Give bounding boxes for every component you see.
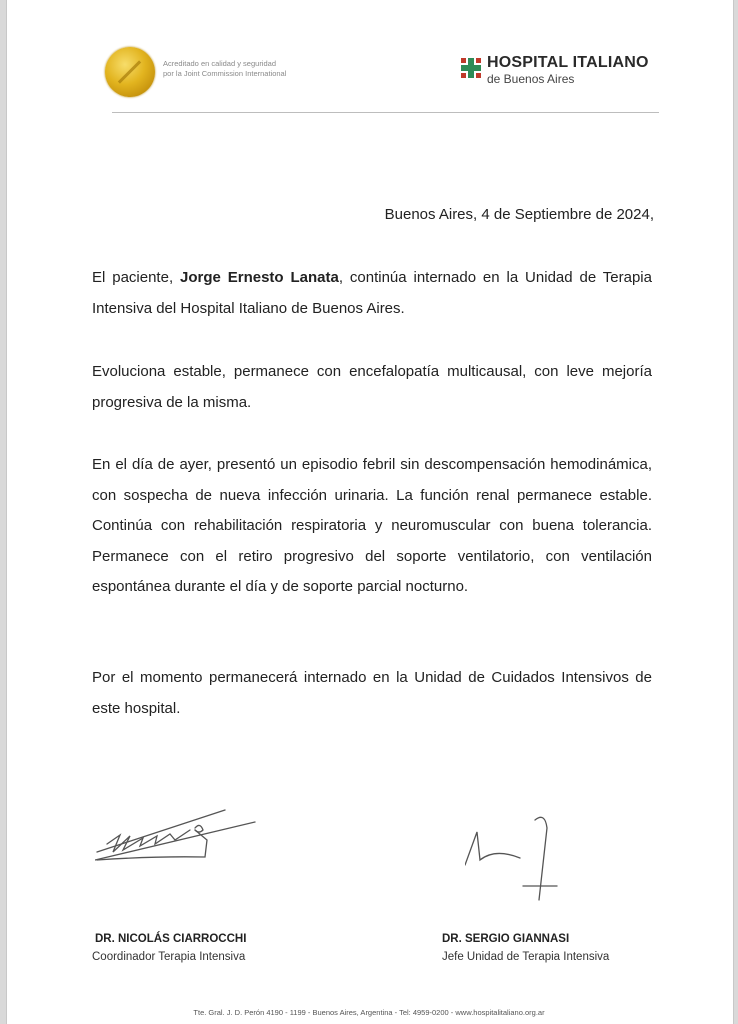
paragraph-2: Evoluciona estable, permanece con encefalopatía multicausal, con leve mejoría progresiva de la misma. bbox=[92, 363, 652, 411]
hospital-name: HOSPITAL ITALIANO bbox=[487, 54, 649, 71]
header-divider bbox=[112, 112, 659, 113]
footer-address: Tte. Gral. J. D. Perón 4190 - 1199 - Buenos Aires, Argentina - Tel: 4959-0200 - www.hospitalitaliano.org.ar bbox=[193, 1008, 545, 1017]
hospital-cross-logo-icon bbox=[459, 56, 483, 80]
letter-date: Buenos Aires, 4 de Septiembre de 2024, bbox=[384, 206, 654, 223]
paragraph-3: En el día de ayer, presentó un episodio febril sin descompensación hemodinámica, con sospecha de nueva infección urinaria. La función renal permanece estable. Continúa con rehabilitación respiratoria y neuromuscular con buena tolerancia. Permanece con el retiro progresivo del soporte ventilatorio, con ventilación espontánea durante el día y de soporte parcial nocturno. bbox=[92, 456, 652, 595]
accreditation-line-1: Acreditado en calidad y seguridad bbox=[163, 59, 276, 68]
signatory-1-name: DR. NICOLÁS CIARROCCHI bbox=[95, 933, 247, 945]
paragraph-4: Por el momento permanecerá internado en la Unidad de Cuidados Intensivos de este hospital. bbox=[92, 669, 652, 717]
signature-2-icon bbox=[465, 810, 575, 910]
p1-text-after: , continúa internado en la Unidad de Terapia Intensiva del Hospital Italiano de Buenos Aires. bbox=[92, 269, 652, 317]
accreditation-line-2: por la Joint Commission International bbox=[163, 69, 287, 78]
paragraph-1 bbox=[92, 263, 652, 324]
accreditation-text bbox=[163, 59, 286, 79]
patient-name: Jorge Ernesto Lanata bbox=[180, 269, 339, 286]
signatory-2-role: Jefe Unidad de Terapia Intensiva bbox=[442, 951, 610, 963]
p1-text-before: El paciente, bbox=[92, 269, 180, 286]
signature-1-icon bbox=[95, 800, 270, 880]
hospital-subtitle: de Buenos Aires bbox=[487, 72, 575, 86]
joint-commission-seal-icon bbox=[105, 47, 155, 97]
signatory-1-role: Coordinador Terapia Intensiva bbox=[92, 951, 246, 963]
signatory-2-name: DR. SERGIO GIANNASI bbox=[442, 933, 570, 945]
